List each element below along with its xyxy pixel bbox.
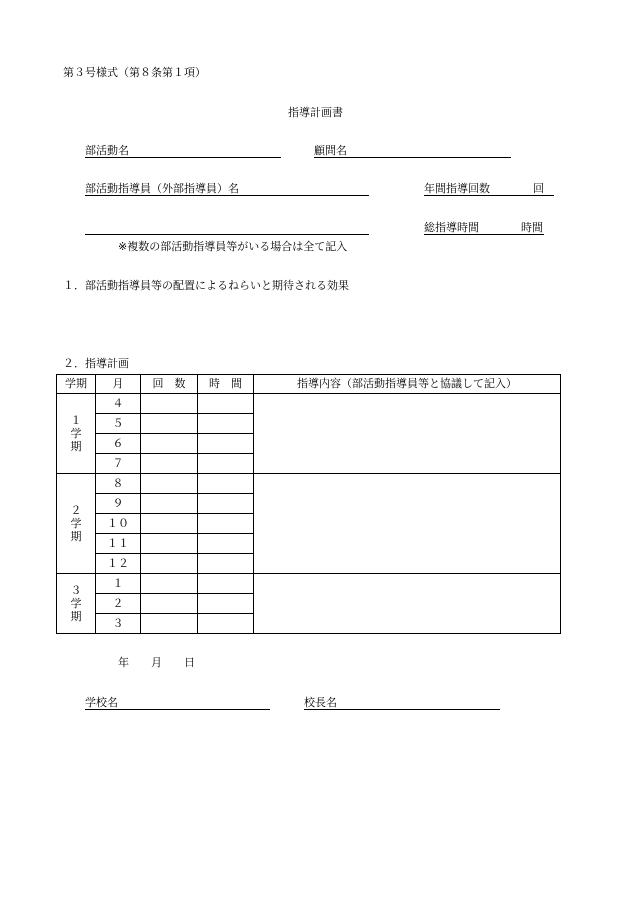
hours-cell[interactable] — [198, 574, 254, 594]
month-cell: １ — [96, 574, 141, 594]
hours-cell[interactable] — [198, 414, 254, 434]
hours-cell[interactable] — [198, 514, 254, 534]
month-cell: ８ — [96, 474, 141, 494]
total-hours-unit: 時間 — [521, 221, 543, 234]
count-cell[interactable] — [141, 594, 198, 614]
term-cell — [57, 394, 96, 474]
count-cell[interactable] — [141, 394, 198, 414]
club-name-label: 部活動名 — [85, 144, 129, 157]
table-header-row — [57, 375, 561, 394]
annual-count-field[interactable] — [424, 195, 554, 196]
advisor-name-label: 顧問名 — [314, 144, 347, 157]
school-name-label: 学校名 — [85, 696, 118, 709]
table-row — [57, 474, 561, 494]
month-cell: ５ — [96, 414, 141, 434]
section1-heading: １．部活動指導員等の配置によるねらいと期待される効果 — [63, 279, 349, 292]
hours-cell[interactable] — [198, 614, 254, 634]
term-label: ２学期 — [70, 503, 82, 543]
header-month: 月 — [96, 375, 141, 394]
total-hours-label: 総指導時間 — [424, 221, 479, 234]
instructor-name-field[interactable] — [85, 195, 369, 196]
multiple-instructors-note: ※複数の部活動指導員等がいる場合は全て記入 — [118, 240, 348, 253]
count-cell[interactable] — [141, 494, 198, 514]
term-label: １学期 — [70, 413, 82, 453]
month-cell: ３ — [96, 614, 141, 634]
header-content: 指導内容（部活動指導員等と協議して記入） — [254, 375, 561, 394]
count-cell[interactable] — [141, 614, 198, 634]
count-cell[interactable] — [141, 474, 198, 494]
page-title: 指導計画書 — [288, 106, 343, 119]
month-cell: １０ — [96, 514, 141, 534]
date-line: 年 月 日 — [118, 656, 195, 669]
hours-cell[interactable] — [198, 394, 254, 414]
table-row — [57, 394, 561, 414]
school-name-field[interactable] — [85, 709, 270, 710]
term-cell — [57, 574, 96, 634]
hours-cell[interactable] — [198, 594, 254, 614]
hours-cell[interactable] — [198, 554, 254, 574]
instructor-name-field-2[interactable] — [85, 234, 369, 235]
annual-count-label: 年間指導回数 — [424, 182, 490, 195]
header-hours: 時 間 — [198, 375, 254, 394]
term-cell — [57, 474, 96, 574]
month-cell: ４ — [96, 394, 141, 414]
annual-count-unit: 回 — [533, 182, 544, 195]
instructor-label: 部活動指導員（外部指導員）名 — [85, 182, 239, 195]
section2-heading: ２．指導計画 — [63, 357, 129, 370]
count-cell[interactable] — [141, 434, 198, 454]
principal-name-label: 校長名 — [304, 696, 337, 709]
count-cell[interactable] — [141, 554, 198, 574]
form-number: 第３号様式（第８条第１項） — [63, 66, 206, 79]
month-cell: １１ — [96, 534, 141, 554]
content-cell[interactable] — [254, 394, 561, 474]
header-count: 回 数 — [141, 375, 198, 394]
month-cell: ９ — [96, 494, 141, 514]
plan-table — [56, 374, 561, 634]
hours-cell[interactable] — [198, 454, 254, 474]
content-cell[interactable] — [254, 474, 561, 574]
total-hours-field[interactable] — [424, 234, 544, 235]
principal-name-field[interactable] — [304, 709, 500, 710]
hours-cell[interactable] — [198, 494, 254, 514]
count-cell[interactable] — [141, 574, 198, 594]
hours-cell[interactable] — [198, 434, 254, 454]
hours-cell[interactable] — [198, 534, 254, 554]
advisor-name-field[interactable] — [314, 157, 511, 158]
month-cell: ２ — [96, 594, 141, 614]
content-cell[interactable] — [254, 574, 561, 634]
table-row — [57, 574, 561, 594]
count-cell[interactable] — [141, 414, 198, 434]
month-cell: ６ — [96, 434, 141, 454]
count-cell[interactable] — [141, 454, 198, 474]
month-cell: １２ — [96, 554, 141, 574]
club-name-field[interactable] — [85, 157, 281, 158]
month-cell: ７ — [96, 454, 141, 474]
term-label: ３学期 — [70, 583, 82, 623]
count-cell[interactable] — [141, 514, 198, 534]
header-term: 学期 — [57, 375, 96, 394]
hours-cell[interactable] — [198, 474, 254, 494]
count-cell[interactable] — [141, 534, 198, 554]
